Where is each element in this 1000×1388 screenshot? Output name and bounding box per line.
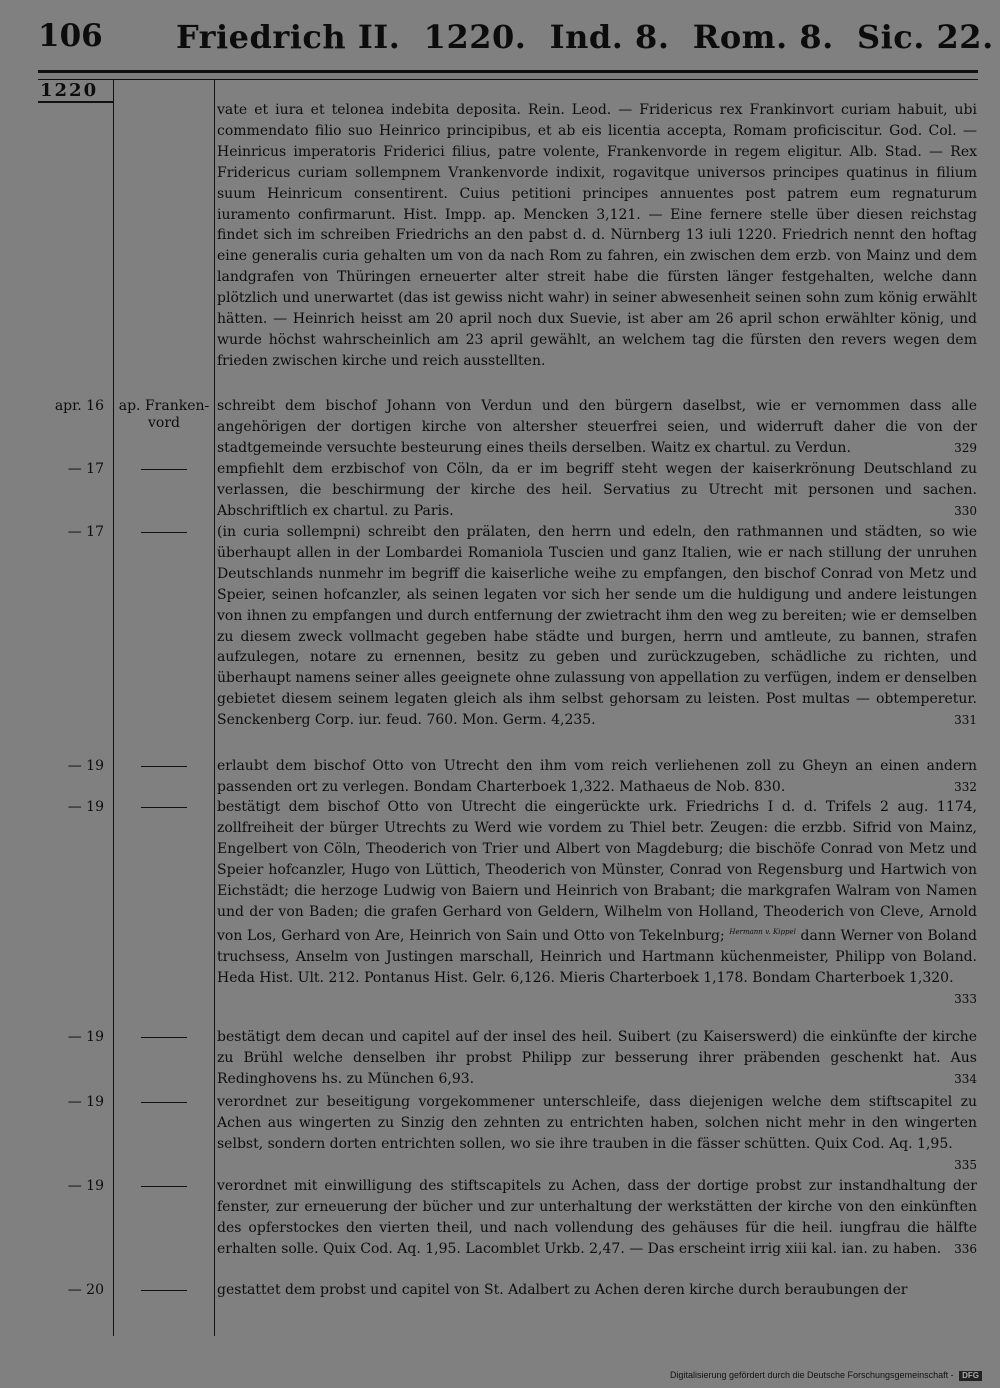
entry-text-body: verordnet mit einwilligung des stiftscapitels zu Achen, dass der dortige probst zur instandhaltung der fenster, zur erneuerung der bücher und zur unterhaltung der werkstätten der kirche von den einkünften des opferstockes den vierten theil, und nach vollendung des gehäuses für die heil. iungfrau die hälfte erhalten solle. Quix Cod. Aq. 1,95. Lacomblet Urkb. 2,47. — Das erscheint irrig xiii kal. ian. zu haben. xyxy=(217,1178,977,1257)
column-divider-date xyxy=(113,80,114,1336)
dfg-logo-icon: DFG xyxy=(959,1371,982,1381)
entry-place-dash xyxy=(116,459,212,470)
entry-text-body: bestätigt dem bischof Otto von Utrecht die eingerückte urk. Friedrichs I d. d. Trifels 2 aug. 1174, zollfreiheit der bürger Utrechts zu Werd wie vordem zu Thiel betr. Zeugen: die erzbb. Sifrid von Mainz, Engelbert von Cöln, Theoderich von Trier und Albert von Magdeburg; die bischöfe Conrad von Metz und Speier hofcanzler, Hugo von Lüttich, Theoderich von Münster, Conrad von Regensburg und Hartwich von Eichstädt; die herzoge Ludwig von Baiern und Heinrich von Brabant; die markgrafen Walram von Namen und der von Baden; die grafen Gerhard von Geldern, Wilhelm von Holland, Theoderich von Cleve, Arnold von Los, Gerhard von Are, Heinrich von Sain und Otto von Tekelnburg; xyxy=(217,799,977,945)
register-number: 333 xyxy=(954,992,977,1007)
register-number: 329 xyxy=(954,440,977,455)
entry-text xyxy=(217,797,977,1010)
entry-place-dash xyxy=(116,756,212,767)
entry-date: — 17 xyxy=(67,524,104,540)
entry-date: — 20 xyxy=(67,1282,104,1298)
entry-date: — 19 xyxy=(67,1178,104,1194)
entry-text-body: erlaubt dem bischof Otto von Utrecht den ihm vom reich verliehenen zoll zu Gheyn an einen andern passenden ort zu verlegen. Bondam Charterboek 1,322. Mathaeus de Nob. 830. xyxy=(217,758,977,795)
entry-date: apr. 16 xyxy=(54,398,104,414)
intro-text: vate et iura et telonea indebita deposita. Rein. Leod. — Fridericus rex Frankinvort curiam habuit, ubi commendato filio suo Heinrico principibus, et ab eis licentia accepta, Romam proficiscitur. God. Col. — Heinricus imperatoris Friderici filius, patre volente, Frankenvorde in regem eligitur. Alb. Stad. — Rex Fridericus curiam sollempnem Vrankenvorde indixit, rogavitque universos principes quatinus in filium suum Heinricum consentirent. Cuius petitioni principes annuentes post patrem eum regnaturum iuramento confirmarunt. Hist. Impp. ap. Mencken 3,121. — Eine fernere stelle über diesen reichstag findet sich im schreiben Friedrichs an den pabst d. d. Nürnberg 13 iuli 1220. Friedrich nennt den hoftag eine generalis curia gehalten um von da nach Rom zu fahren, ein zwischen dem erzb. von Mainz und dem landgrafen von Thüringen erneuerter alter streit habe die fürsten länger festgehalten, welche dann plötzlich und unerwartet (das ist gewiss nicht wahr) in seiner abwesenheit seinen sohn zum könig erwählt hätten. — Heinrich heisst am 20 april noch dux Suevie, ist aber am 26 april schon erwählter könig, und wurde höchst wahrscheinlich am 23 april gewählt, an welchem tag die fürsten den revers wegen dem frieden zwischen kirche und reich ausstellten. xyxy=(217,102,977,369)
entry-place-dash xyxy=(116,797,212,808)
entry-place: ap. Franken-vord xyxy=(118,398,210,431)
register-number: 334 xyxy=(954,1071,977,1086)
entry-place-dash xyxy=(116,1092,212,1103)
register-number: 335 xyxy=(954,1157,977,1172)
page-header xyxy=(38,14,994,64)
entry-date: — 19 xyxy=(67,1029,104,1045)
header-rule xyxy=(38,70,978,80)
entry-text xyxy=(217,396,977,459)
digitization-footer xyxy=(670,1370,982,1381)
entry-text-body: gestattet dem probst und capitel von St. Adalbert zu Achen deren kirche durch beraubungen der xyxy=(217,1282,908,1298)
entry-text-body: empfiehlt dem erzbischof von Cöln, da er im begriff steht wegen der kaiserkrönung Deutschland zu verlassen, die beschirmung der kirche des heil. Servatius zu Utrecht mit personen und sachen. Abschriftlich ex chartul. zu Paris. xyxy=(217,461,977,519)
entry-place-dash xyxy=(116,1027,212,1038)
footer-text: Digitalisierung gefördert durch die Deutsche Forschungsgemeinschaft - xyxy=(669,1370,954,1380)
entry-text xyxy=(217,1027,977,1090)
entry-place-dash xyxy=(116,522,212,533)
register-number: 331 xyxy=(954,713,977,728)
year-heading: 1220 xyxy=(40,80,99,101)
column-divider-place xyxy=(214,80,215,1336)
entry-place-dash xyxy=(116,1280,212,1291)
year-underline xyxy=(38,101,114,103)
entry-text xyxy=(217,522,977,731)
page-number: 106 xyxy=(38,18,103,54)
entry-date: — 19 xyxy=(67,1094,104,1110)
entry-text xyxy=(217,1176,977,1260)
entry-text xyxy=(217,1280,977,1301)
entry-text xyxy=(217,756,977,798)
entry-text-continuation: dann Werner von Boland truchsess, Anselm von Justingen marschall, Heinrich und Hartmann küchenmeister, Philipp von Boland. Heda Hist. Ult. 212. Pontanus Hist. Gelr. 6,126. Mieris Charterboek 1,178. Bondam Charterboek 1,320. xyxy=(217,928,977,987)
entry-text-body: bestätigt dem decan und capitel auf der insel des heil. Suibert (zu Kaiserswerd) die einkünfte der kirche zu Brühl welche denselben ihr probst Philipp zur besserung ihrer präbenden geschenkt hat. Aus Redinghovens hs. zu München 6,93. xyxy=(217,1029,977,1087)
entry-date: — 17 xyxy=(67,461,104,477)
entry-date: — 19 xyxy=(67,799,104,815)
register-number: 336 xyxy=(954,1241,977,1256)
entry-text-body: (in curia sollempni) schreibt den prälaten, den herrn und edeln, den rathmannen und städten, so wie überhaupt allen in der Lombardei Romaniola Tuscien und ganz Italien, wie er nach stillung der unruhen Deutschlands nunmehr im begriff die kaiserliche weihe zu empfangen, den bischof Conrad von Metz und Speier, seinen hofcanzler, als seinen legaten vor sich her sende um die huldigung und andere leistungen von ihnen zu empfangen und durch entfernung der zwietracht ihm den weg zu bereiten; wie er demselben zu diesem zweck vollmacht gegeben habe städte und burgen, herrn und amtleute, zu bannen, strafen aufzulegen, notare zu ernennen, besitz zu geben und zurückzugeben, schädliche zu richten, und überhaupt namens seiner alles geeignete ohne zulassung von appellation zu verfügen, indem er denselben gebietet diesem seinem legaten gleich als ihm selbst gehorsam zu leisten. Post multas — obtemperetur. Senckenberg Corp. iur. feud. 760. Mon. Germ. 4,235. xyxy=(217,524,977,729)
entry-place-dash xyxy=(116,1176,212,1187)
register-number: 330 xyxy=(954,503,977,518)
register-number: 332 xyxy=(954,779,977,794)
entry-text-body: schreibt dem bischof Johann von Verdun und den bürgern daselbst, wie er vernommen dass alle angehörigen der dortigen kirche von altersher steuerfrei seien, und widerruft daher die von der stadtgemeinde versuchte besteurung eines theils derselben. Waitz ex chartul. zu Verdun. xyxy=(217,398,977,456)
handwritten-annotation: Hermann v. Kippel xyxy=(729,928,796,937)
entry-text-body: verordnet zur beseitigung vorgekommener unterschleife, dass diejenigen welche dem stiftscapitel zu Achen aus wingerten zu Sinzig den zehnten zu entrichten haben, solchen nicht mehr in den wingerten selbst, sondern dorten entrichten sollen, wo sie ihre trauben in die fässer schütten. Quix Cod. Aq. 1,95. xyxy=(217,1094,977,1152)
entry-text xyxy=(217,459,977,522)
entry-text xyxy=(217,1092,977,1176)
running-title: Friedrich II. 1220. Ind. 8. Rom. 8. Sic. 22. xyxy=(176,18,994,56)
entry-date: — 19 xyxy=(67,758,104,774)
